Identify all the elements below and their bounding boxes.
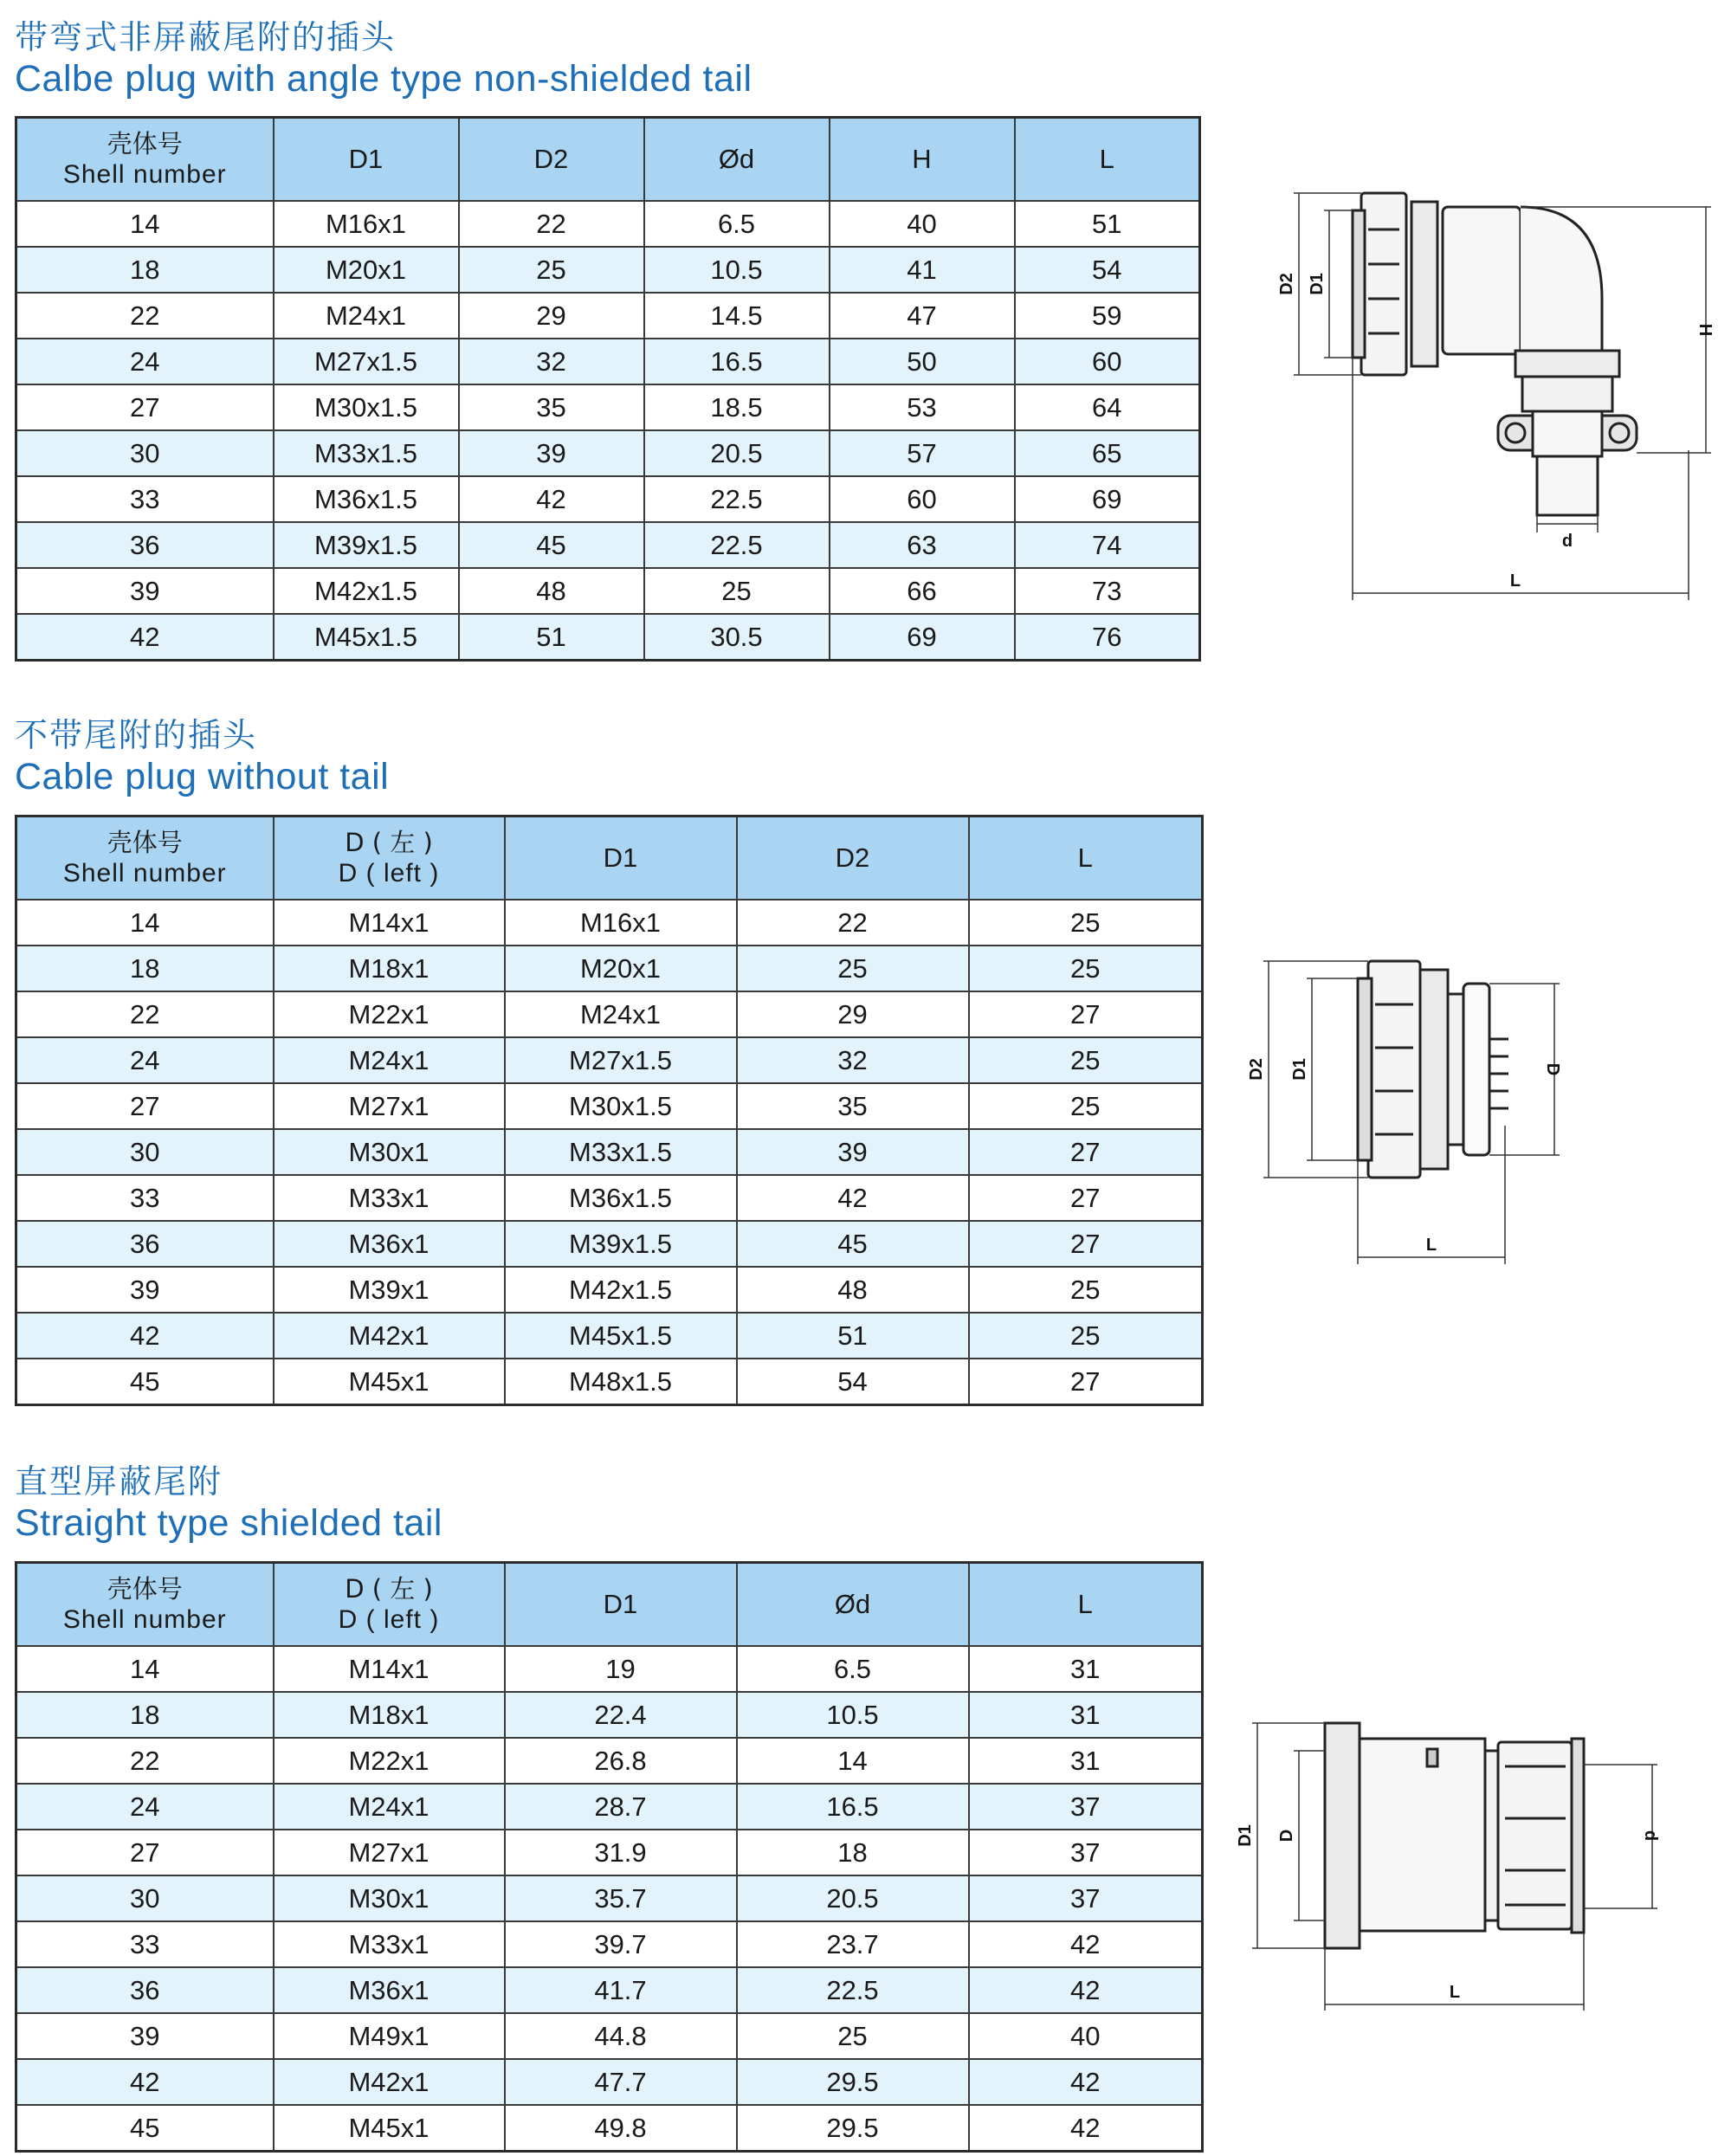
table-row xyxy=(16,1175,1203,1221)
table-cell: 27 xyxy=(969,991,1203,1037)
table-cell: 47.7 xyxy=(505,2059,737,2105)
table-cell: 23.7 xyxy=(737,1921,969,1967)
header-d2: D2 xyxy=(459,118,644,202)
table-cell: 66 xyxy=(830,568,1015,614)
header-d1: D1 xyxy=(505,817,737,900)
table-cell: 27 xyxy=(969,1129,1203,1175)
header-d1: D1 xyxy=(274,118,459,202)
table-header-row xyxy=(16,118,1200,202)
table-header-row xyxy=(16,1563,1203,1647)
table-cell: 20.5 xyxy=(644,430,830,476)
angle-dim-d-label: d xyxy=(1561,532,1573,551)
table-cell: 27 xyxy=(969,1221,1203,1267)
section-1-title-cn: 带弯式非屏蔽尾附的插头 xyxy=(15,18,397,56)
table-cell: 29.5 xyxy=(737,2105,969,2152)
table-cell: M49x1 xyxy=(274,2013,505,2059)
table-cell: 14 xyxy=(16,900,274,946)
table-row xyxy=(16,201,1200,247)
table-cell: 42 xyxy=(16,1313,274,1359)
table-cell: M45x1.5 xyxy=(274,614,459,661)
table-cell: 29.5 xyxy=(737,2059,969,2105)
angle-dim-d1-label: D1 xyxy=(1308,273,1327,295)
table-cell: 27 xyxy=(969,1359,1203,1405)
table-cell: 30.5 xyxy=(644,614,830,661)
table-cell: 25 xyxy=(459,247,644,293)
table-cell: M45x1 xyxy=(274,2105,505,2152)
table-row xyxy=(16,1692,1203,1738)
table-cell: M30x1.5 xyxy=(505,1083,737,1129)
table-cell: M45x1.5 xyxy=(505,1313,737,1359)
table-row xyxy=(16,614,1200,661)
table-row xyxy=(16,430,1200,476)
table-cell: 73 xyxy=(1015,568,1200,614)
header-d2: D2 xyxy=(737,817,969,900)
table-cell: 25 xyxy=(969,1313,1203,1359)
table-cell: M36x1 xyxy=(274,1221,505,1267)
table-cell: 45 xyxy=(459,522,644,568)
table-cell: 42 xyxy=(969,1967,1203,2013)
header-od: Ød xyxy=(644,118,830,202)
notail-dim-d1-label: D1 xyxy=(1290,1058,1309,1081)
table-cell: 42 xyxy=(16,2059,274,2105)
table-cell: 27 xyxy=(16,384,274,430)
table-cell: 53 xyxy=(830,384,1015,430)
section-1-heading xyxy=(15,17,752,100)
header-l: L xyxy=(1015,118,1200,202)
table-row xyxy=(16,946,1203,991)
table-cell: M22x1 xyxy=(274,991,505,1037)
table-cell: 35 xyxy=(459,384,644,430)
table-cell: M30x1 xyxy=(274,1875,505,1921)
section-3-title-cn: 直型屏蔽尾附 xyxy=(15,1462,223,1501)
table-cell: 32 xyxy=(737,1037,969,1083)
table-cell: 22 xyxy=(16,991,274,1037)
table-row xyxy=(16,568,1200,614)
table-cell: 25 xyxy=(737,2013,969,2059)
table-cell: 30 xyxy=(16,1129,274,1175)
table-cell: 49.8 xyxy=(505,2105,737,2152)
table-cell: 45 xyxy=(737,1221,969,1267)
table-cell: 40 xyxy=(969,2013,1203,2059)
table-cell: 42 xyxy=(969,2059,1203,2105)
table-cell: M20x1 xyxy=(274,247,459,293)
table-cell: 26.8 xyxy=(505,1738,737,1784)
table-cell: 18.5 xyxy=(644,384,830,430)
notail-dim-d-label: D xyxy=(1543,1062,1562,1076)
shielded-dim-d1-label: D1 xyxy=(1236,1824,1255,1847)
table-cell: M18x1 xyxy=(274,1692,505,1738)
header-shell-en: Shell number xyxy=(62,859,227,888)
header-d-left xyxy=(274,1563,505,1647)
table-cell: 36 xyxy=(16,522,274,568)
table-cell: M22x1 xyxy=(274,1738,505,1784)
table-cell: 30 xyxy=(16,430,274,476)
table-row xyxy=(16,1129,1203,1175)
table-cell: 39 xyxy=(459,430,644,476)
table-cell: 32 xyxy=(459,339,644,384)
table-row xyxy=(16,1313,1203,1359)
table-cell: 25 xyxy=(969,900,1203,946)
table-cell: 6.5 xyxy=(737,1646,969,1692)
table-cell: M39x1.5 xyxy=(274,522,459,568)
table-row xyxy=(16,991,1203,1037)
table-cell: 39 xyxy=(16,1267,274,1313)
table-cell: 42 xyxy=(16,614,274,661)
header-shell-cn: 壳体号 xyxy=(107,828,183,857)
table-cell: 39 xyxy=(16,2013,274,2059)
table-cell: 45 xyxy=(16,1359,274,1405)
table-cell: M24x1 xyxy=(505,991,737,1037)
table-cell: M16x1 xyxy=(274,201,459,247)
table-row xyxy=(16,1830,1203,1875)
table-row xyxy=(16,293,1200,339)
table-cell: 24 xyxy=(16,339,274,384)
table-cell: 37 xyxy=(969,1875,1203,1921)
table-cell: M18x1 xyxy=(274,946,505,991)
header-shell-cn: 壳体号 xyxy=(107,129,183,158)
table-cell: 36 xyxy=(16,1221,274,1267)
section-3-title-en: Straight type shielded tail xyxy=(15,1502,442,1544)
shielded-dim-l-label: L xyxy=(1449,1983,1461,2002)
header-d-left xyxy=(274,817,505,900)
table-cell: M30x1 xyxy=(274,1129,505,1175)
table-cell: 25 xyxy=(969,1083,1203,1129)
table-cell: M42x1 xyxy=(274,1313,505,1359)
table-cell: 60 xyxy=(1015,339,1200,384)
table-cell: 22 xyxy=(16,293,274,339)
table-cell: 40 xyxy=(830,201,1015,247)
no-tail-plug-drawing xyxy=(1238,952,1585,1273)
table-cell: 22.4 xyxy=(505,1692,737,1738)
table-header-row xyxy=(16,817,1203,900)
table-cell: 14 xyxy=(737,1738,969,1784)
table-row xyxy=(16,522,1200,568)
table-cell: M20x1 xyxy=(505,946,737,991)
table-cell: 29 xyxy=(737,991,969,1037)
table-cell: 35.7 xyxy=(505,1875,737,1921)
table-cell: 25 xyxy=(969,1267,1203,1313)
table-cell: M42x1 xyxy=(274,2059,505,2105)
table-cell: M27x1 xyxy=(274,1083,505,1129)
table-cell: 42 xyxy=(969,2105,1203,2152)
table-cell: 39 xyxy=(737,1129,969,1175)
table-cell: 10.5 xyxy=(644,247,830,293)
table-cell: 60 xyxy=(830,476,1015,522)
table-row xyxy=(16,1267,1203,1313)
shielded-dim-d-label: D xyxy=(1277,1829,1296,1843)
header-d-left-en: D ( left ) xyxy=(338,859,440,888)
table-row xyxy=(16,2105,1203,2152)
table-cell: 59 xyxy=(1015,293,1200,339)
table-cell: 48 xyxy=(459,568,644,614)
header-l: L xyxy=(969,1563,1203,1647)
table-cell: 25 xyxy=(969,1037,1203,1083)
table-cell: 51 xyxy=(459,614,644,661)
angle-dim-l-label: L xyxy=(1509,571,1521,591)
table-row xyxy=(16,2059,1203,2105)
table-cell: M33x1 xyxy=(274,1921,505,1967)
table-cell: 24 xyxy=(16,1037,274,1083)
table-cell: M24x1 xyxy=(274,1784,505,1830)
table-cell: 76 xyxy=(1015,614,1200,661)
table-cell: M27x1.5 xyxy=(274,339,459,384)
table-cell: 39.7 xyxy=(505,1921,737,1967)
table-cell: 22.5 xyxy=(644,522,830,568)
section-3-heading xyxy=(15,1462,442,1545)
table-cell: M27x1 xyxy=(274,1830,505,1875)
table-cell: M42x1.5 xyxy=(274,568,459,614)
table-cell: 69 xyxy=(1015,476,1200,522)
header-d-left-en: D ( left ) xyxy=(338,1605,440,1634)
header-d-left-cn: D ( 左 ) xyxy=(345,1574,433,1604)
table-cell: 33 xyxy=(16,1921,274,1967)
table-row xyxy=(16,247,1200,293)
table-cell: 35 xyxy=(737,1083,969,1129)
header-shell-cn: 壳体号 xyxy=(107,1574,183,1604)
table-cell: 22 xyxy=(459,201,644,247)
table-cell: 25 xyxy=(969,946,1203,991)
table-cell: M14x1 xyxy=(274,1646,505,1692)
table-cell: 31 xyxy=(969,1692,1203,1738)
table-cell: 22.5 xyxy=(737,1967,969,2013)
table-row xyxy=(16,384,1200,430)
table-cell: 18 xyxy=(16,946,274,991)
table-cell: M36x1.5 xyxy=(505,1175,737,1221)
table-cell: 22 xyxy=(16,1738,274,1784)
table-cell: 14.5 xyxy=(644,293,830,339)
header-shell-en: Shell number xyxy=(62,160,227,189)
table-row xyxy=(16,900,1203,946)
table-row xyxy=(16,1784,1203,1830)
section-1-title-en: Calbe plug with angle type non-shielded tail xyxy=(15,58,752,100)
section-2-title-cn: 不带尾附的插头 xyxy=(15,716,258,754)
table-cell: 42 xyxy=(969,1921,1203,1967)
table-cell: M33x1 xyxy=(274,1175,505,1221)
table-cell: 36 xyxy=(16,1967,274,2013)
table-cell: M39x1.5 xyxy=(505,1221,737,1267)
header-d1: D1 xyxy=(505,1563,737,1647)
table-cell: 18 xyxy=(16,1692,274,1738)
table-cell: 57 xyxy=(830,430,1015,476)
table-cell: 69 xyxy=(830,614,1015,661)
table-cell: 33 xyxy=(16,1175,274,1221)
table-cell: 30 xyxy=(16,1875,274,1921)
table-cell: 54 xyxy=(737,1359,969,1405)
table-cell: M24x1 xyxy=(274,1037,505,1083)
table-cell: M36x1 xyxy=(274,1967,505,2013)
table-row xyxy=(16,1083,1203,1129)
table-cell: 42 xyxy=(459,476,644,522)
table-cell: M39x1 xyxy=(274,1267,505,1313)
table-cell: 20.5 xyxy=(737,1875,969,1921)
table-cell: 18 xyxy=(16,247,274,293)
table-cell: 18 xyxy=(737,1830,969,1875)
table-cell: 74 xyxy=(1015,522,1200,568)
table-cell: 47 xyxy=(830,293,1015,339)
table-cell: 6.5 xyxy=(644,201,830,247)
table-cell: M24x1 xyxy=(274,293,459,339)
table-row xyxy=(16,476,1200,522)
table-cell: 37 xyxy=(969,1784,1203,1830)
table-cell: 54 xyxy=(1015,247,1200,293)
table-row xyxy=(16,1359,1203,1405)
table-cell: 37 xyxy=(969,1830,1203,1875)
table-cell: 14 xyxy=(16,1646,274,1692)
table-cell: 33 xyxy=(16,476,274,522)
table-cell: M45x1 xyxy=(274,1359,505,1405)
table-row xyxy=(16,1646,1203,1692)
table-cell: 41 xyxy=(830,247,1015,293)
table-row xyxy=(16,1221,1203,1267)
table-cell: 19 xyxy=(505,1646,737,1692)
header-od: Ød xyxy=(737,1563,969,1647)
notail-dim-l-label: L xyxy=(1425,1236,1437,1255)
angle-dim-h-label: H xyxy=(1695,323,1715,337)
table-cell: 27 xyxy=(16,1830,274,1875)
table-cell: 48 xyxy=(737,1267,969,1313)
table-cell: 25 xyxy=(737,946,969,991)
shielded-tail-drawing xyxy=(1238,1697,1715,2017)
table-cell: 22.5 xyxy=(644,476,830,522)
table-cell: 24 xyxy=(16,1784,274,1830)
table-cell: 63 xyxy=(830,522,1015,568)
table-row xyxy=(16,1967,1203,2013)
table-cell: 45 xyxy=(16,2105,274,2152)
table-row xyxy=(16,339,1200,384)
table-cell: 65 xyxy=(1015,430,1200,476)
table-cell: 42 xyxy=(737,1175,969,1221)
angle-plug-drawing xyxy=(1238,169,1723,619)
table-row xyxy=(16,1738,1203,1784)
table-cell: 27 xyxy=(969,1175,1203,1221)
header-h: H xyxy=(830,118,1015,202)
table-cell: 16.5 xyxy=(644,339,830,384)
shielded-dim-small-d-label: d xyxy=(1641,1830,1660,1842)
table-cell: 27 xyxy=(16,1083,274,1129)
header-shell-number xyxy=(16,817,274,900)
table-cell: 28.7 xyxy=(505,1784,737,1830)
table-cell: 64 xyxy=(1015,384,1200,430)
table-cell: M33x1.5 xyxy=(274,430,459,476)
table-row xyxy=(16,1875,1203,1921)
table-cell: 39 xyxy=(16,568,274,614)
table-cell: M30x1.5 xyxy=(274,384,459,430)
table-cell: 31.9 xyxy=(505,1830,737,1875)
table-row xyxy=(16,1921,1203,1967)
header-d-left-cn: D ( 左 ) xyxy=(345,828,433,857)
table-row xyxy=(16,2013,1203,2059)
table-cell: M36x1.5 xyxy=(274,476,459,522)
table-cell: 22 xyxy=(737,900,969,946)
table-row xyxy=(16,1037,1203,1083)
table-cell: 16.5 xyxy=(737,1784,969,1830)
table-cell: 50 xyxy=(830,339,1015,384)
table-cell: 10.5 xyxy=(737,1692,969,1738)
notail-dim-d2-label: D2 xyxy=(1247,1058,1266,1081)
table-cell: 51 xyxy=(1015,201,1200,247)
table-cell: 41.7 xyxy=(505,1967,737,2013)
table-cell: 14 xyxy=(16,201,274,247)
header-l: L xyxy=(969,817,1203,900)
table-cell: 29 xyxy=(459,293,644,339)
table-cell: M14x1 xyxy=(274,900,505,946)
table-cell: M33x1.5 xyxy=(505,1129,737,1175)
section-2-title-en: Cable plug without tail xyxy=(15,756,390,797)
table-cell: M42x1.5 xyxy=(505,1267,737,1313)
table-cell: M27x1.5 xyxy=(505,1037,737,1083)
header-shell-en: Shell number xyxy=(62,1605,227,1634)
table-cell: 31 xyxy=(969,1738,1203,1784)
angle-dim-d2-label: D2 xyxy=(1277,273,1296,295)
table-cell: 51 xyxy=(737,1313,969,1359)
section-2-heading xyxy=(15,715,389,798)
angle-plug-spec-table xyxy=(15,116,1201,662)
header-shell-number xyxy=(16,1563,274,1647)
shielded-tail-spec-table xyxy=(15,1561,1204,2153)
table-cell: M48x1.5 xyxy=(505,1359,737,1405)
table-cell: M16x1 xyxy=(505,900,737,946)
table-cell: 31 xyxy=(969,1646,1203,1692)
table-cell: 25 xyxy=(644,568,830,614)
table-cell: 44.8 xyxy=(505,2013,737,2059)
header-shell-number xyxy=(16,118,274,202)
no-tail-plug-spec-table xyxy=(15,815,1204,1406)
